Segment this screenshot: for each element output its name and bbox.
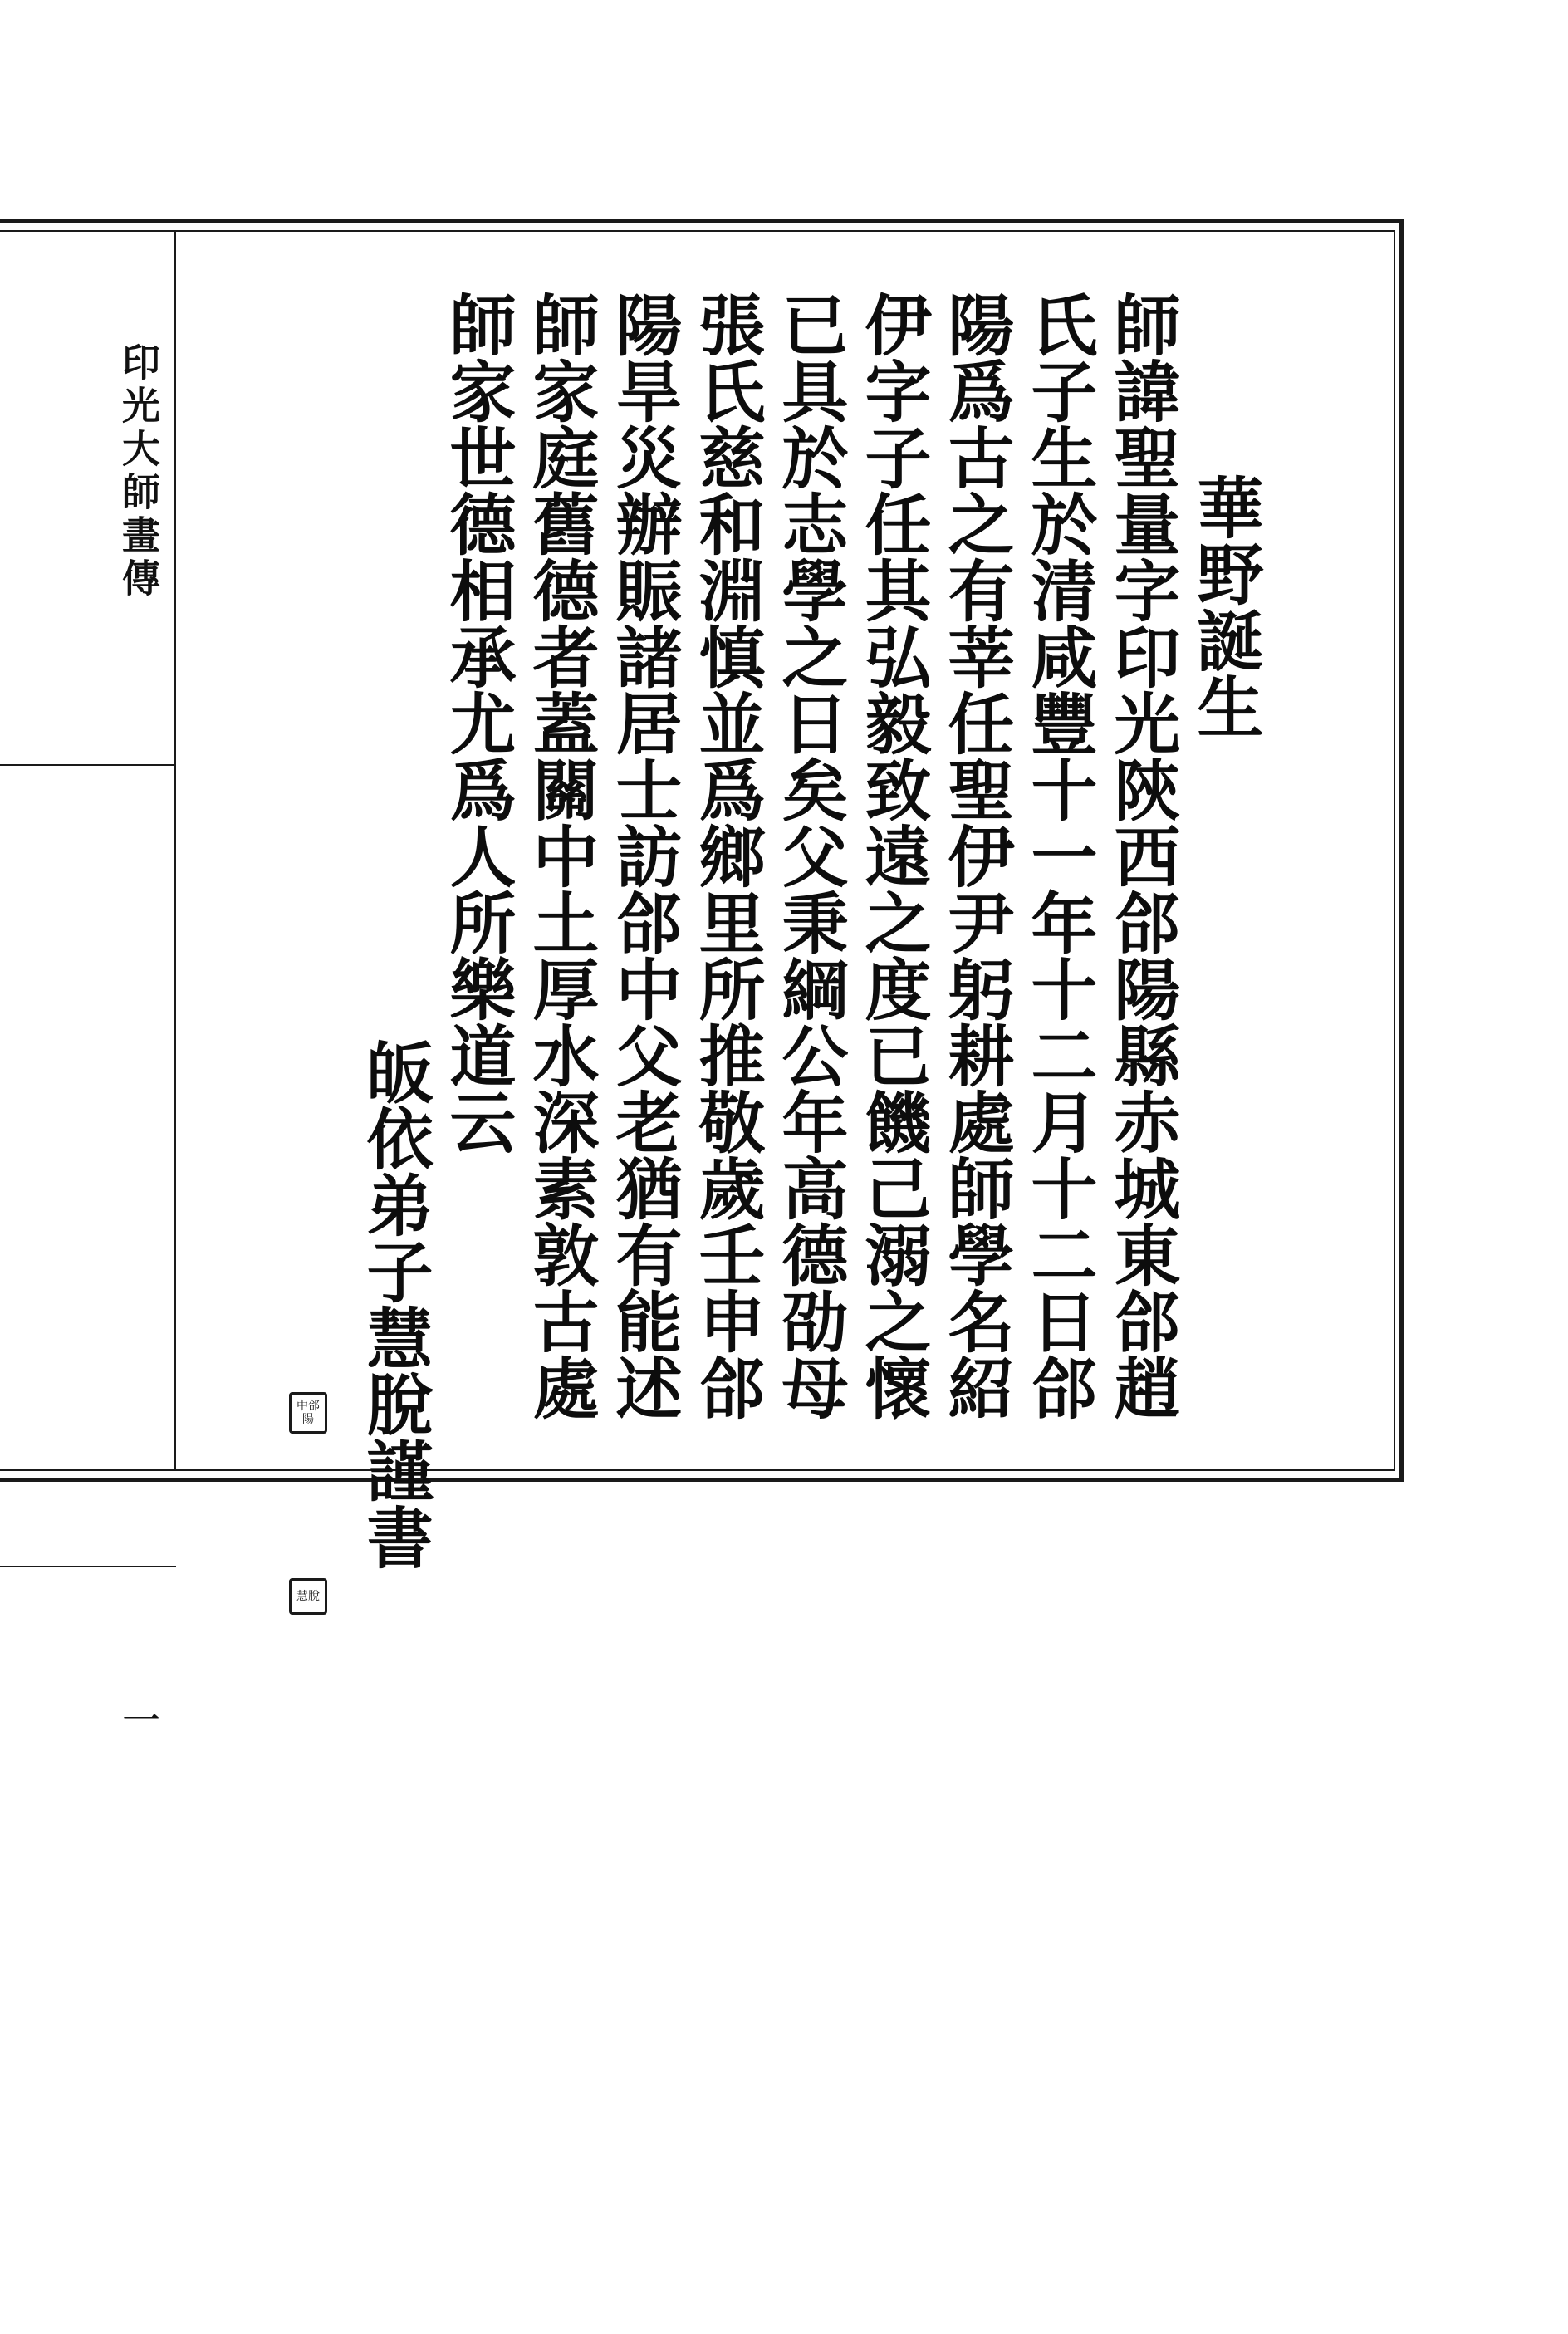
seal-stamp-upper: 中郃陽 (289, 1392, 327, 1434)
manuscript-column-5: 已具於志學之日矣父秉綱公年高德劭母 (771, 291, 849, 1420)
manuscript-heading: 華野誕生 (1186, 473, 1264, 739)
seal-stamp-lower: 慧脫 (289, 1578, 327, 1615)
manuscript-column-3: 陽爲古之有莘任聖伊尹躬耕處師學名紹 (937, 291, 1015, 1420)
manuscript-column-9: 師家世德相承尤爲人所樂道云 (439, 291, 517, 1155)
book-title: 印光大師畫傳 (116, 342, 161, 601)
side-panel-rule-lower (0, 1566, 176, 1567)
manuscript-column-1: 師諱聖量字印光陝西郃陽縣赤城東郃趙 (1103, 291, 1181, 1420)
manuscript-column-6: 張氏慈和淵慎並爲鄉里所推敬歲壬申郃 (688, 291, 766, 1420)
manuscript-column-8: 師家庭舊德者蓋關中土厚水深素敦古處 (522, 291, 600, 1420)
side-panel-divider (174, 230, 176, 1471)
manuscript-column-4: 伊字子任其弘毅致遠之度已饑己溺之懷 (854, 291, 932, 1420)
side-panel-rule-upper (0, 764, 176, 766)
calligraphy-manuscript (332, 291, 1296, 2334)
page-number: 一 (122, 1698, 160, 1743)
manuscript-column-2: 氏子生於清咸豐十一年十二月十二日郃 (1020, 291, 1098, 1420)
manuscript-column-7: 陽旱災辦賑諸居士訪郃中父老猶有能述 (605, 291, 683, 1420)
signature-column: 皈依弟子慧脫謹書 (355, 1038, 434, 1570)
